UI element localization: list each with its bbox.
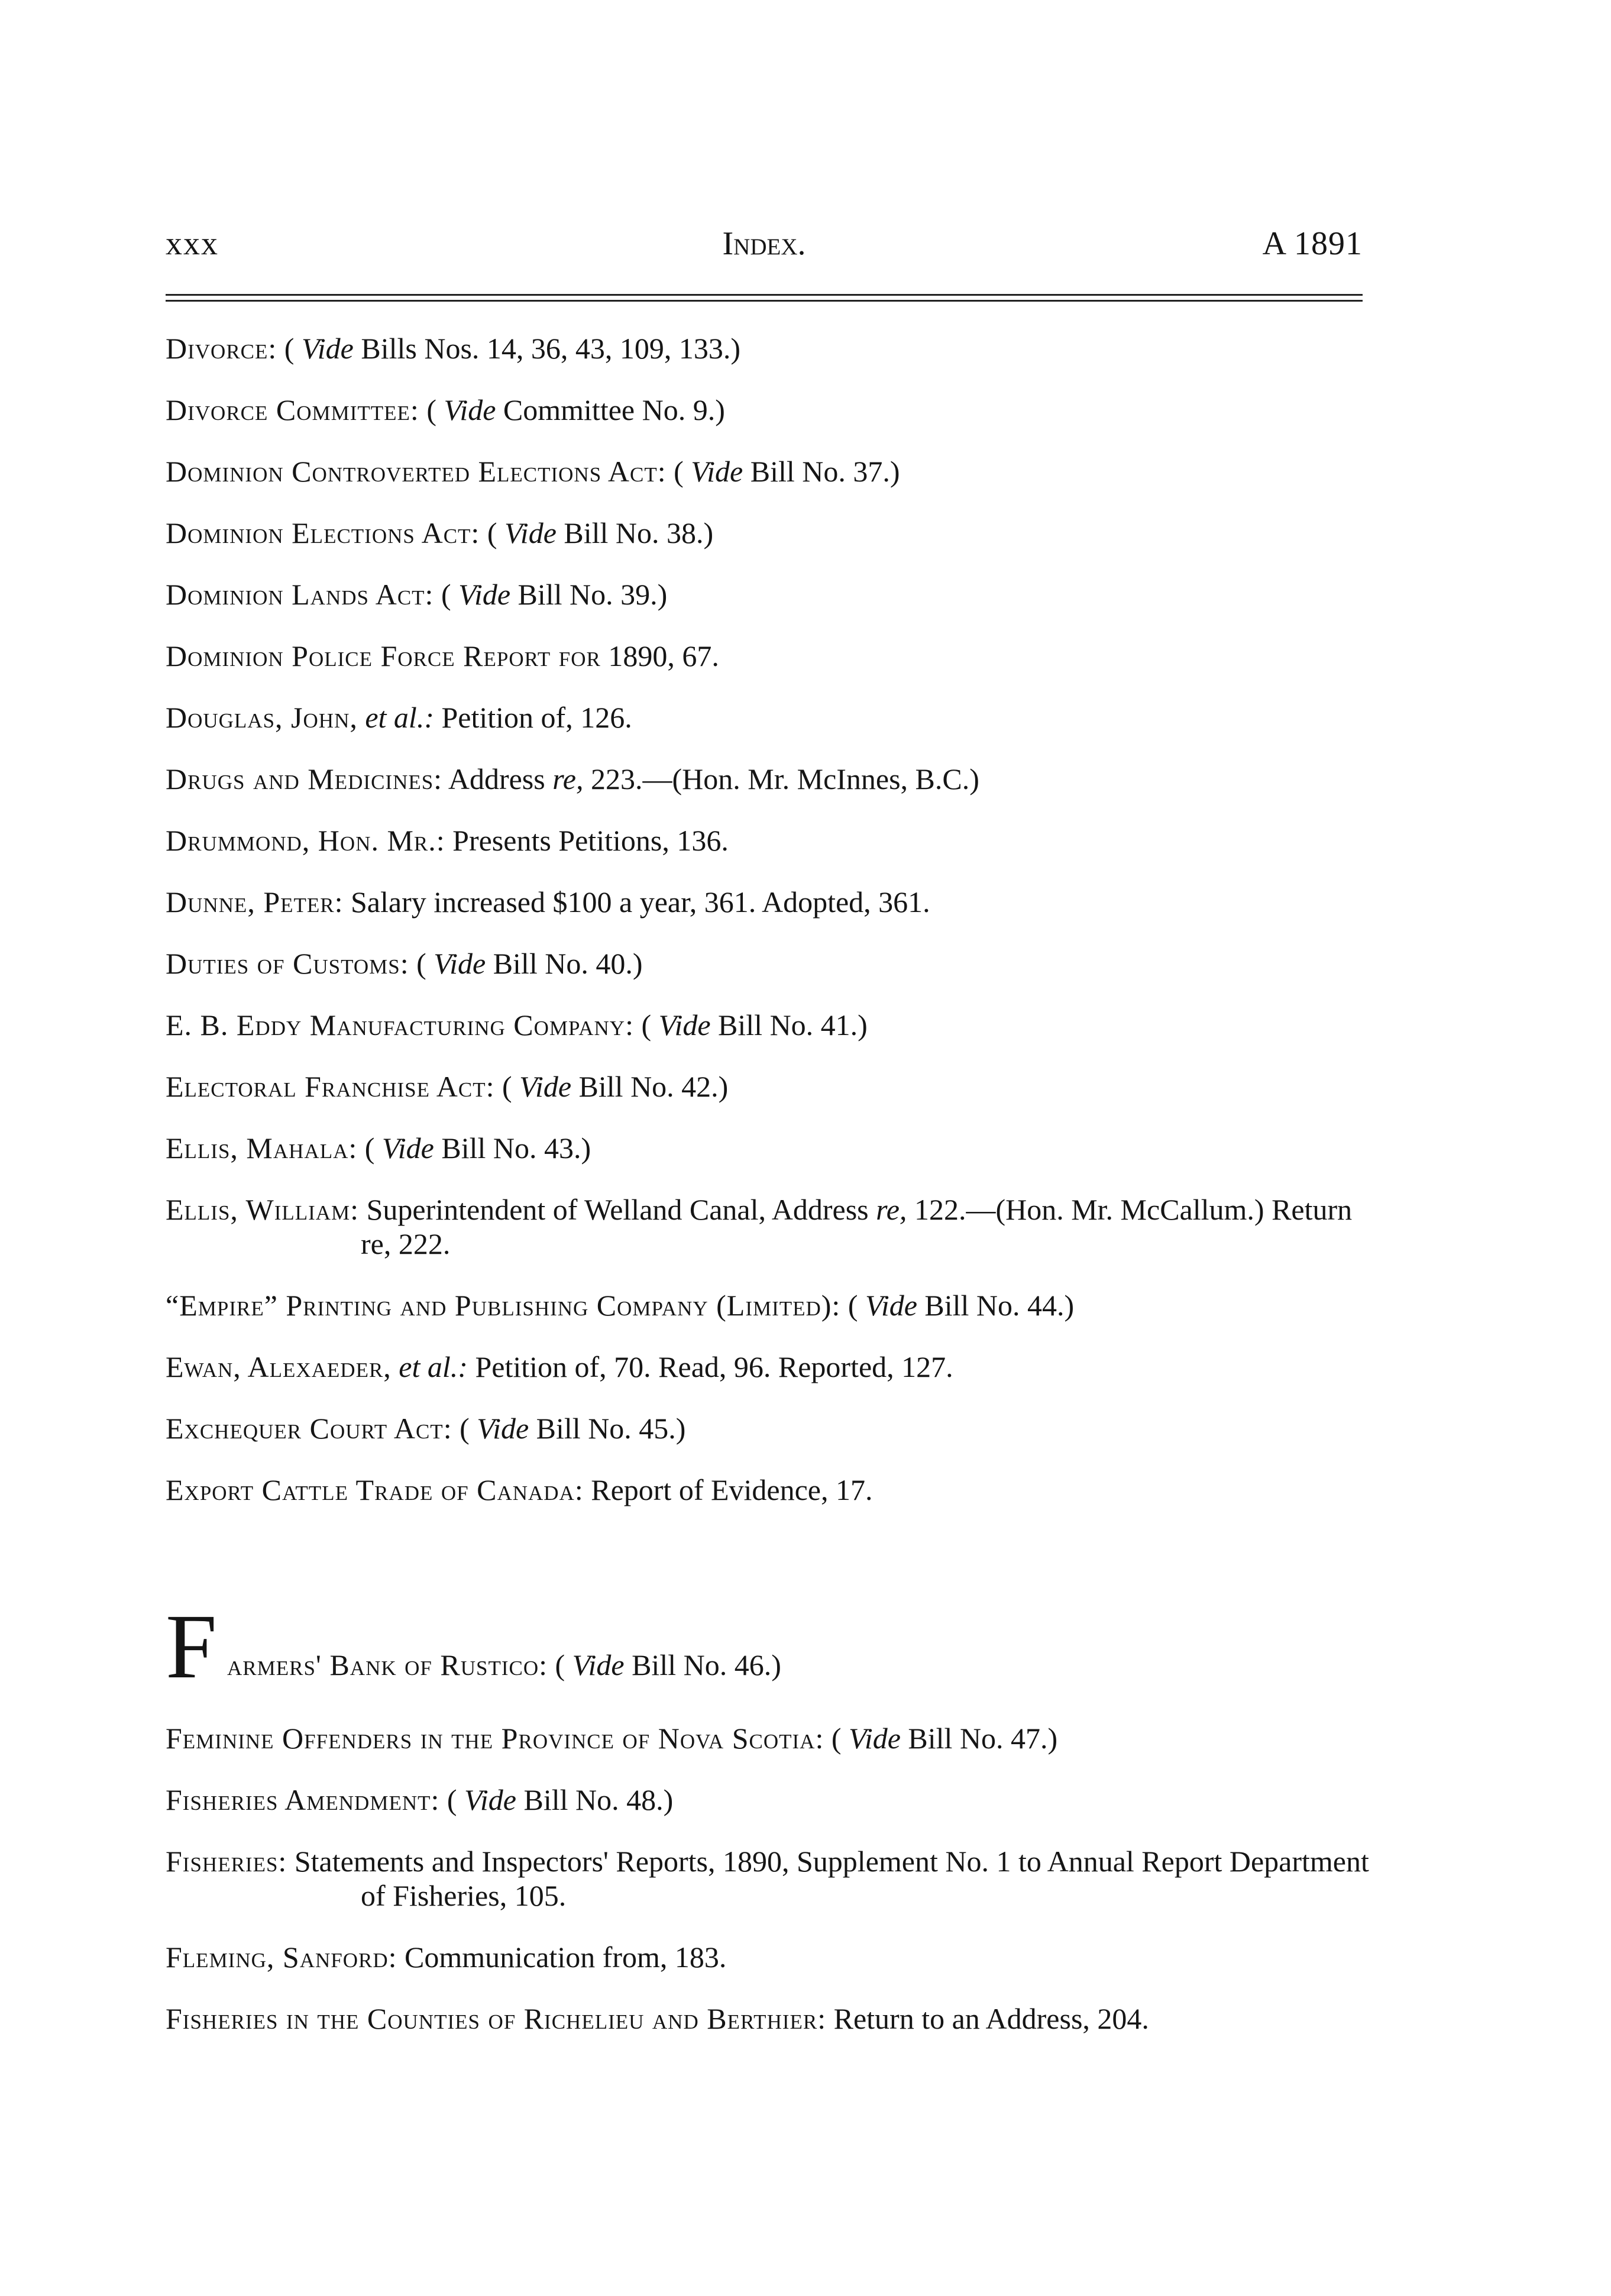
index-entry xyxy=(166,1783,1372,1817)
header-rule-bottom xyxy=(166,300,1363,302)
entry-vide: et al.: xyxy=(399,1350,468,1383)
entry-head: Drummond, Hon. Mr.: xyxy=(166,824,445,857)
entry-pre: ( xyxy=(277,332,302,365)
entry-post: Committee No. 9.) xyxy=(496,393,725,426)
header-rule-top xyxy=(166,294,1363,296)
entry-pre: Return to an Address, 204. xyxy=(826,2002,1149,2035)
index-entry xyxy=(166,1288,1372,1322)
entry-pre: ( xyxy=(439,1783,465,1816)
entry-head: Electoral Franchise Act: xyxy=(166,1070,495,1103)
entry-head: Fisheries in the Counties of Richelieu and Berthier: xyxy=(166,2002,827,2035)
entry-vide: Vide xyxy=(444,393,496,426)
entry-head: Divorce Committee: xyxy=(166,393,419,426)
entry-head: Divorce: xyxy=(166,332,277,365)
entry-pre: Report of Evidence, 17. xyxy=(583,1473,873,1506)
index-entry xyxy=(166,700,1372,735)
index-entry xyxy=(166,1721,1372,1755)
entry-pre: ( xyxy=(419,393,444,426)
entry-vide: re, xyxy=(876,1193,907,1226)
entry-head: Douglas, John, xyxy=(166,701,358,734)
entry-head: Dunne, Peter: xyxy=(166,885,344,919)
entry-vide: Vide xyxy=(658,1008,711,1042)
entry-head: “Empire” Printing and Publishing Company (Limited): xyxy=(166,1289,841,1322)
entry-post: Bill No. 37.) xyxy=(743,455,900,488)
entry-head: Drugs and Medicines: xyxy=(166,762,443,795)
entry-pre xyxy=(392,1350,399,1383)
entry-head: E. B. Eddy Manufacturing Company: xyxy=(166,1008,634,1042)
entry-vide: Vide xyxy=(865,1289,917,1322)
entry-pre xyxy=(358,701,365,734)
entry-post: Bills Nos. 14, 36, 43, 109, 133.) xyxy=(353,332,741,365)
entry-pre: ( xyxy=(494,1070,520,1103)
entry-post: Bill No. 43.) xyxy=(434,1131,591,1165)
entry-vide: Vide xyxy=(434,947,486,980)
volume-year: A 1891 xyxy=(1262,225,1363,262)
entry-pre: ( xyxy=(409,947,434,980)
entry-head: Fisheries Amendment: xyxy=(166,1783,440,1816)
index-entry xyxy=(166,1844,1372,1913)
drop-cap-letter: F xyxy=(166,1595,217,1697)
entry-head: Ewan, Alexaeder, xyxy=(166,1350,392,1383)
index-entry xyxy=(166,1411,1372,1445)
entry-post: Bill No. 42.) xyxy=(571,1070,729,1103)
entry-vide: Vide xyxy=(691,455,743,488)
entry-head: Dominion Police Force Report for xyxy=(166,639,601,672)
entry-head: Feminine Offenders in the Province of Nova Scotia: xyxy=(166,1722,824,1755)
entry-vide: Vide xyxy=(301,332,354,365)
page-header xyxy=(166,220,1363,267)
entry-post: Petition of, 70. Read, 96. Reported, 127. xyxy=(467,1350,953,1383)
entry-post: Bill No. 47.) xyxy=(900,1722,1058,1755)
entry-vide: Vide xyxy=(458,578,511,611)
index-entry xyxy=(166,454,1372,489)
entry-head: Fisheries: xyxy=(166,1845,287,1878)
entry-pre: Communication from, 183. xyxy=(397,1941,727,1974)
entry-post: Bill No. 39.) xyxy=(510,578,668,611)
entry-post: Bill No. 41.) xyxy=(710,1008,868,1042)
entry-head: Ellis, William: xyxy=(166,1193,360,1226)
page-title: Index. xyxy=(722,225,806,262)
index-entry xyxy=(166,823,1372,858)
entry-pre: ( xyxy=(452,1412,477,1445)
index-entry xyxy=(166,1131,1372,1165)
entry-pre: Address xyxy=(442,762,553,795)
entry-pre: Salary increased $100 a year, 361. Adopted, 361. xyxy=(343,885,930,919)
entry-head: Dominion Elections Act: xyxy=(166,516,480,549)
entry-head: Ellis, Mahala: xyxy=(166,1131,358,1165)
entry-pre: ( xyxy=(480,516,504,549)
entry-pre: ( xyxy=(357,1131,382,1165)
drop-cap-text xyxy=(227,1648,781,1682)
entry-post: Bill No. 38.) xyxy=(556,516,714,549)
index-entry xyxy=(166,393,1372,427)
index-entry xyxy=(166,1069,1372,1104)
index-entry xyxy=(166,1192,1372,1261)
index-entry xyxy=(166,1940,1372,1974)
entry-post: 122.—(Hon. Mr. McCallum.) Return re, 222. xyxy=(361,1193,1353,1260)
entry-post: Petition of, 126. xyxy=(434,701,632,734)
entry-pre: ( xyxy=(434,578,459,611)
entry-vide: et al.: xyxy=(365,701,434,734)
index-entry xyxy=(166,2001,1372,2036)
entry-post: Bill No. 45.) xyxy=(529,1412,686,1445)
entry-pre: Statements and Inspectors' Reports, 1890, Supplement No. 1 to Annual Report Department of Fisheries, 105. xyxy=(287,1845,1369,1912)
entry-head: armers' Bank of Rustico: xyxy=(227,1648,548,1681)
entry-vide: Vide xyxy=(381,1131,434,1165)
index-entry xyxy=(166,946,1372,981)
index-entries xyxy=(166,331,1372,2063)
entry-head: Dominion Lands Act: xyxy=(166,578,434,611)
entry-pre: ( xyxy=(824,1722,849,1755)
entry-head: Fleming, Sanford: xyxy=(166,1941,397,1974)
entry-vide: Vide xyxy=(464,1783,516,1816)
index-entry xyxy=(166,639,1372,673)
index-entry xyxy=(166,516,1372,550)
entry-post: Bill No. 44.) xyxy=(917,1289,1075,1322)
entry-head: Export Cattle Trade of Canada: xyxy=(166,1473,584,1506)
entry-vide: Vide xyxy=(504,516,557,549)
entry-pre: ( xyxy=(840,1289,865,1322)
entry-vide: Vide xyxy=(477,1412,529,1445)
entry-vide: Vide xyxy=(572,1648,625,1681)
index-entry-dropcap xyxy=(166,1595,1372,1697)
entry-pre: ( xyxy=(633,1008,659,1042)
entry-post: Bill No. 46.) xyxy=(624,1648,781,1681)
entry-post: 223.—(Hon. Mr. McInnes, B.C.) xyxy=(583,762,979,795)
entry-pre: 1890, 67. xyxy=(600,639,719,672)
entry-vide: Vide xyxy=(519,1070,572,1103)
entry-head: Duties of Customs: xyxy=(166,947,409,980)
entry-pre: Superintendent of Welland Canal, Address xyxy=(359,1193,876,1226)
index-entry xyxy=(166,331,1372,366)
entry-head: Exchequer Court Act: xyxy=(166,1412,452,1445)
index-entry xyxy=(166,1008,1372,1042)
index-entry xyxy=(166,1473,1372,1507)
entry-pre: ( xyxy=(666,455,691,488)
entry-post: Bill No. 40.) xyxy=(486,947,643,980)
entry-head: Dominion Controverted Elections Act: xyxy=(166,455,667,488)
index-entry xyxy=(166,762,1372,796)
index-entry xyxy=(166,577,1372,612)
entry-pre: ( xyxy=(548,1648,572,1681)
entry-pre: Presents Petitions, 136. xyxy=(445,824,729,857)
index-entry xyxy=(166,885,1372,919)
entry-post: Bill No. 48.) xyxy=(516,1783,674,1816)
entry-vide: Vide xyxy=(849,1722,901,1755)
page-number: xxx xyxy=(166,225,219,262)
index-entry xyxy=(166,1350,1372,1384)
entry-vide: re, xyxy=(552,762,584,795)
